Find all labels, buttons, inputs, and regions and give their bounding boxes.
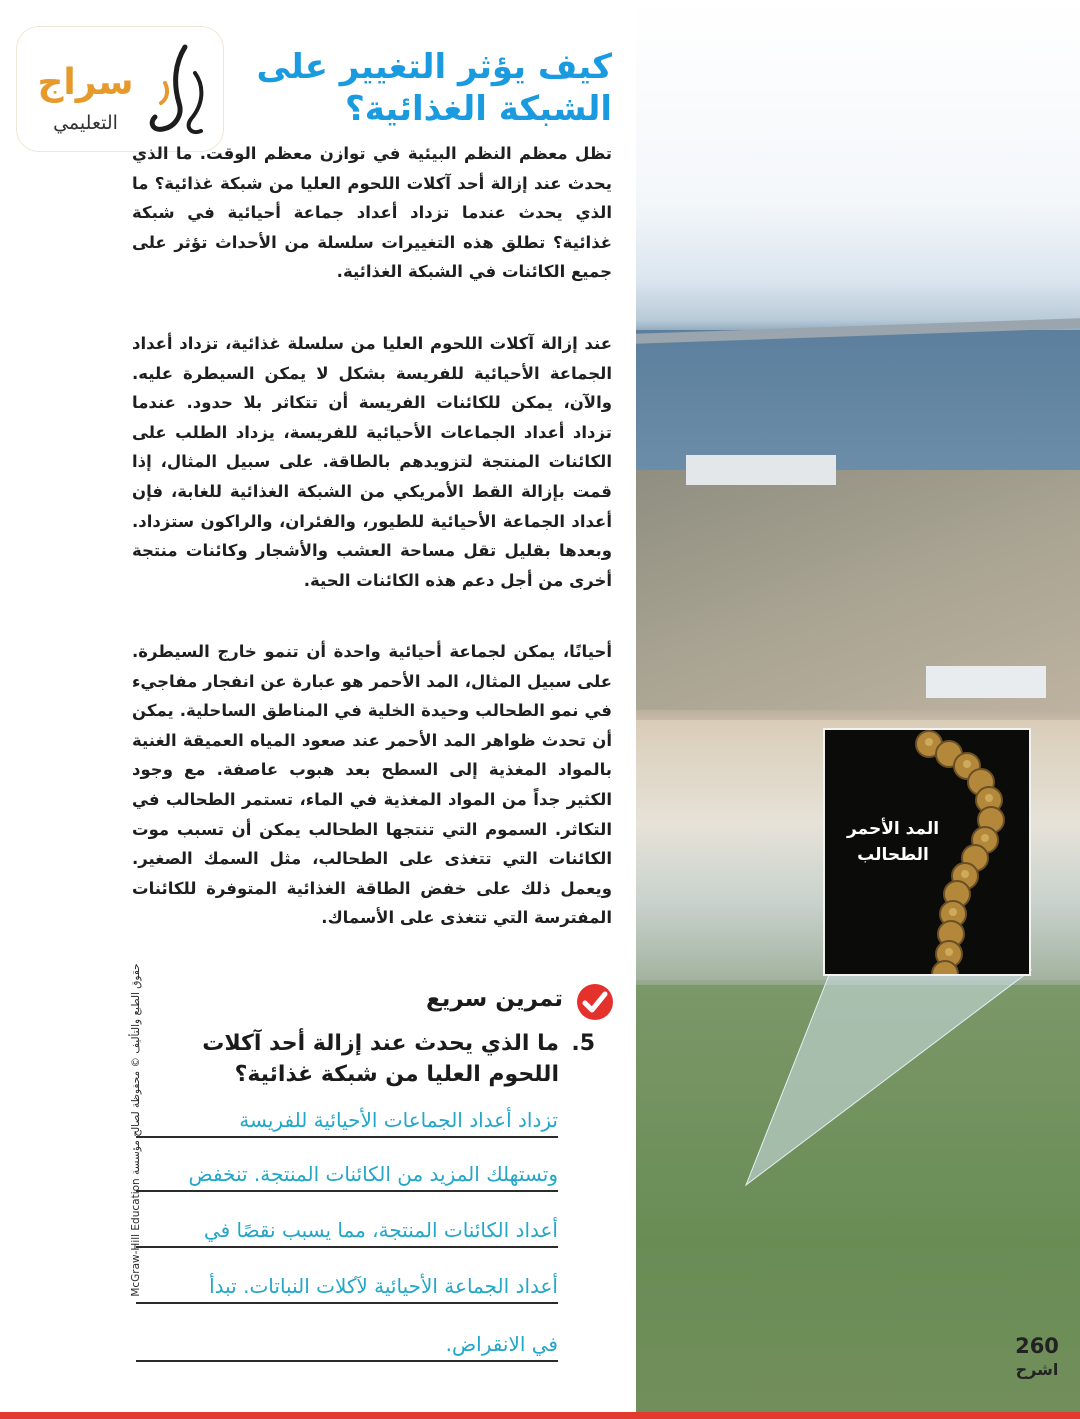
paragraph-predators: عند إزالة آكلات اللحوم العليا من سلسلة غذائية، تزداد أعداد الجماعة الأحيائية للفريسة بشكل لا يمكن السيطرة عليه. والآن، يمكن للكائنات الفريسة أن تتكاثر بلا حدود. عندما تزداد أعداد الجماعات الأحيائية للفريسة، يزداد الطلب على الكائنات المنتجة لتزويدهم بالطاقة. على سبيل المثال، إذا قمت بإزالة القط الأمريكي من الشبكة الغذائية للغابة، فإن أعداد الجماعة الأحيائية للطيور، والفئران، والراكون ستزداد. وبعدها بقليل تقل مساحة العشب والأشجار وكائنات منتجة أخرى من أجل دعم هذه الكائنات الحية.	[132, 334, 612, 590]
checkmark-icon	[575, 982, 615, 1022]
inset-caption	[833, 816, 953, 868]
answer-line[interactable]: في الانقراض.	[136, 1330, 558, 1362]
page-section: اشرح	[1015, 1360, 1059, 1379]
question-5	[150, 1028, 595, 1090]
title-line2: الشبكة الغذائية؟	[344, 89, 612, 129]
quick-exercise-header	[360, 982, 615, 1022]
calligraphy-icon	[145, 43, 215, 139]
building	[686, 455, 836, 485]
inset-caption-line2: الطحالب	[857, 845, 929, 865]
question-text: ما الذي يحدث عند إزالة أحد آكلات اللحوم العليا من شبكة غذائية؟	[202, 1031, 559, 1087]
coastal-aerial-photo	[636, 0, 1080, 1412]
page-number: 260	[1015, 1334, 1059, 1358]
paragraph-red-tide: أحيانًا، يمكن لجماعة أحيائية واحدة أن تنمو خارج السيطرة. على سبيل المثال، المد الأحمر هو عبارة عن انفجار مفاجيء في نمو الطحالب وحيدة الخلية في المناطق الساحلية. يمكن أن تحدث ظواهر المد الأحمر عند صعود المياه العميقة الغنية بالمواد المغذية إلى السطح بعد هبوب عاصفة. مع وجود الكثير جداً من المواد المغذية في الماء، تستمر الطحالب في التكاثر. السموم التي تنتجها الطحالب يمكن أن تسبب موت الكائنات التي تتغذى على الطحالب، مثل السمك الصغير. ويعمل ذلك على خفض الطاقة الغذائية المتوفرة للكائنات المفترسة التي تتغذى على الأسماك.	[132, 642, 612, 928]
bottom-color-bar	[0, 1412, 1080, 1419]
answer-line[interactable]: أعداد الكائنات المنتجة، مما يسبب نقصًا في	[136, 1216, 558, 1248]
answer-line[interactable]: وتستهلك المزيد من الكائنات المنتجة. تنخفض	[136, 1160, 558, 1192]
logo-subtitle: التعليمي	[53, 112, 118, 134]
answer-line[interactable]: أعداد الجماعة الأحيائية لآكلات النباتات. تبدأ	[136, 1272, 558, 1304]
answer-line[interactable]: تزداد أعداد الجماعات الأحيائية للفريسة	[136, 1106, 558, 1138]
quick-exercise-title: تمرين سريع	[426, 986, 563, 1012]
zoom-cone	[636, 960, 1080, 1200]
logo-name: سراج	[37, 62, 134, 103]
question-number: 5.	[571, 1031, 595, 1056]
inset-caption-line1: المد الأحمر	[846, 819, 940, 839]
building	[926, 666, 1046, 698]
paragraph-intro: تظل معظم النظم البيئية في توازن معظم الوقت. ما الذي يحدث عند إزالة أحد آكلات اللحوم العليا من شبكة غذائية؟ ما الذي يحدث عندما تزداد أعداد جماعة أحيائية في شبكة غذائية؟ تطلق هذه التغييرات سلسلة من الأحداث تؤثر على جميع الكائنات في الشبكة الغذائية.	[132, 144, 612, 282]
copyright-credit: حقوق الطبع والتأليف © محفوظة لصالح مؤسسة McGraw-Hill Education	[130, 963, 142, 1297]
page-title	[230, 46, 612, 130]
title-line1: كيف يؤثر التغيير على	[256, 47, 612, 87]
siraj-logo	[17, 27, 223, 151]
algae-inset-photo	[823, 728, 1031, 976]
